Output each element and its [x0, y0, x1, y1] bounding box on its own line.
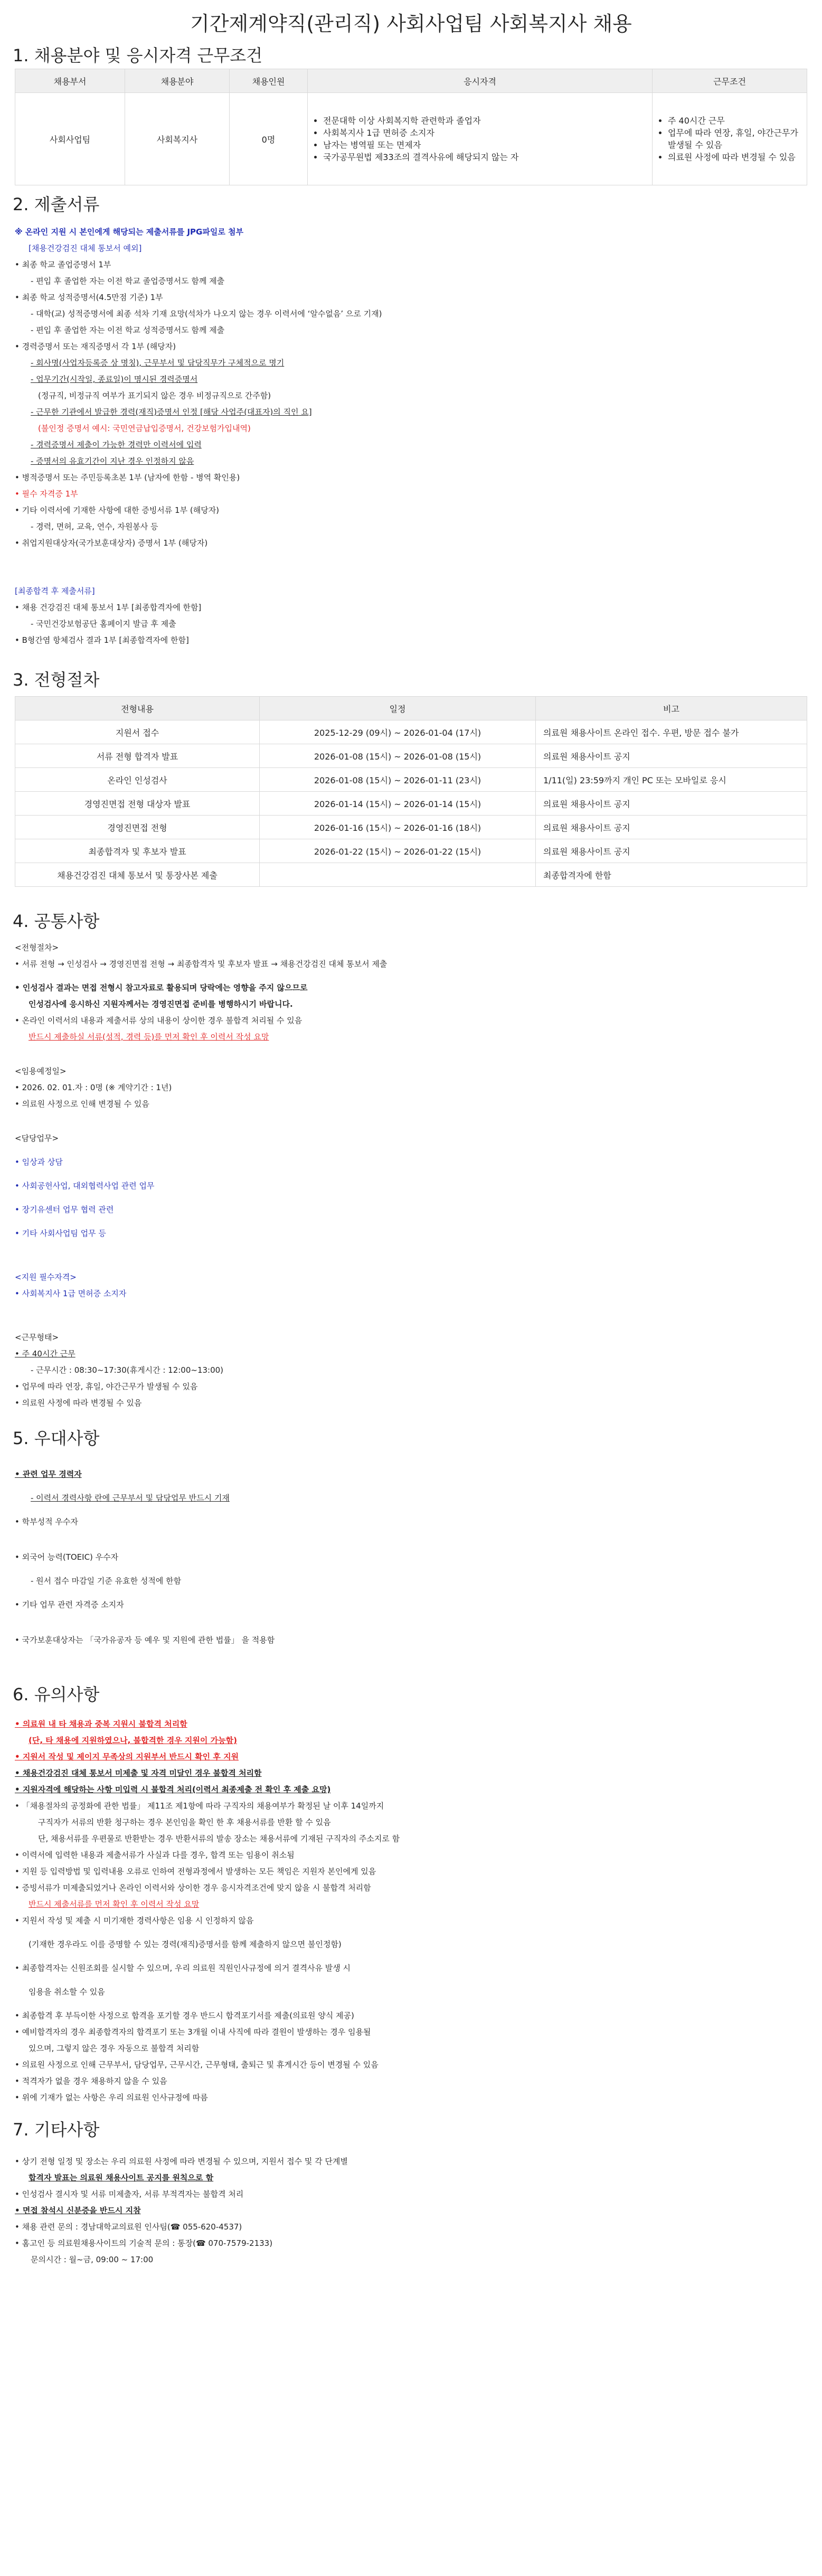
list-item: • 국가보훈대상자는 「국가유공자 등 예우 및 지원에 관한 법률」 을 적용함 — [15, 1632, 807, 1648]
doc-item: • 취업지원대상자(국가보훈대상자) 증명서 1부 (해당자) — [15, 535, 807, 551]
list-item: • 사회공헌사업, 대외협력사업 관련 업무 — [15, 1178, 807, 1194]
doc-subitem: - 증명서의 유효기간이 지난 경우 인정하지 않음 — [31, 456, 194, 466]
doc-subitem: - 업무기간(시작일, 종료일)이 명시된 경력증명서 — [31, 374, 198, 384]
notice-line: ※ 온라인 지원 시 본인에게 해당되는 제출서류를 JPG파일로 첨부 — [15, 227, 244, 237]
cond-item: • 의료원 사정에 따라 변경될 수 있음 — [668, 151, 806, 163]
date-cell: 2026-01-08 (15시) ~ 2026-01-11 (23시) — [260, 768, 536, 792]
list-item: • 채용건강검진 대체 통보서 미제출 및 자격 미달인 경우 불합격 처리함 — [15, 1765, 807, 1782]
list-item: • 의료원 사정으로 인해 근무부서, 담당업무, 근무시간, 근무형태, 출퇴근 및 휴게시간 등이 변경될 수 있음 — [15, 2057, 807, 2073]
section-positions — [13, 42, 807, 162]
date-cell: 2026-01-22 (15시) ~ 2026-01-22 (15시) — [260, 839, 536, 863]
date-cell: 2026-01-16 (15시) ~ 2026-01-16 (18시) — [260, 816, 536, 839]
step-cell: 온라인 인성검사 — [15, 768, 260, 792]
list-item: • 서류 전형 → 인성검사 → 경영진면접 전형 → 최종합격자 및 후보자 발표 → 채용건강검진 대체 통보서 제출 — [15, 956, 807, 972]
col-header: 채용부서 — [15, 69, 125, 93]
section-etc — [15, 2116, 807, 2268]
doc-item: • B형간염 항체검사 결과 1부 [최종합격자에 한함] — [15, 632, 807, 649]
section-heading: 3. 전형절차 — [13, 670, 100, 690]
list-item: (기재한 경우라도 이를 증명할 수 있는 경력(재직)증명서를 함께 제출하지 않으면 불인정함) — [29, 1940, 342, 1949]
count-cell: 0명 — [230, 93, 308, 185]
table-row — [15, 863, 807, 887]
list-item: • 기타 업무 관련 자격증 소지자 — [15, 1597, 807, 1613]
doc-item: • 필수 자격증 1부 — [15, 486, 807, 502]
note-cell: 의료원 채용사이트 공지 — [536, 839, 807, 863]
list-item: • 기타 사회사업팀 업무 등 — [15, 1225, 807, 1242]
col-header: 비고 — [536, 697, 807, 720]
list-item: • 지원 등 입력방법 및 입력내용 오류로 인하여 전형과정에서 발생하는 모든 책임은 지원자 본인에게 있음 — [15, 1863, 807, 1880]
section-heading: 4. 공통사항 — [13, 911, 100, 931]
list-item: • 의료원 사정으로 인해 변경될 수 있음 — [15, 1096, 807, 1112]
list-item: 구직자가 서류의 반환 청구하는 경우 본인임을 확인 한 후 채용서류를 반환 할 수 있음 — [38, 1818, 331, 1827]
note-cell: 의료원 채용사이트 공지 — [536, 816, 807, 839]
col-header: 채용분야 — [125, 69, 230, 93]
step-cell: 지원서 접수 — [15, 720, 260, 744]
positions-table — [15, 69, 807, 185]
list-item: • 「채용절차의 공정화에 관한 법률」 제11조 제1항에 따라 구직자의 채용여부가 확정된 날 이후 14일까지 — [15, 1798, 807, 1814]
qual-item: • 전문대학 이상 사회복지학 관련학과 졸업자 — [323, 115, 651, 127]
col-header: 전형내용 — [15, 697, 260, 720]
qual-item: • 국가공무원법 제33조의 결격사유에 해당되지 않는 자 — [323, 151, 651, 163]
list-item: • 2026. 02. 01.자 : 0명 (※ 계약기간 : 1년) — [15, 1080, 807, 1096]
date-cell — [260, 863, 536, 887]
section-process — [15, 667, 807, 887]
table-row — [15, 816, 807, 839]
section-heading: 7. 기타사항 — [13, 2120, 100, 2140]
dept-cell: 사회사업팀 — [15, 93, 125, 185]
list-item: • 외국어 능력(TOEIC) 우수자 — [15, 1549, 807, 1566]
table-row — [15, 720, 807, 744]
doc-item: • 최종 학교 성적증명서(4.5만점 기준) 1부 — [15, 289, 807, 306]
date-cell: 2026-01-14 (15시) ~ 2026-01-14 (15시) — [260, 792, 536, 816]
step-cell: 경영진면접 전형 대상자 발표 — [15, 792, 260, 816]
list-item: • 관련 업무 경력자 — [15, 1466, 807, 1483]
section-preference — [15, 1425, 807, 1648]
doc-subitem: - 대학(교) 성적증명서에 최종 석차 기재 요망(석차가 나오지 않는 경우 이력서에 ‘알수없음’ 으로 기재) — [31, 309, 382, 319]
list-item: - 근무시간 : 08:30~17:30(휴게시간 : 12:00~13:00) — [31, 1365, 224, 1375]
doc-subitem: - 근무한 기관에서 발급한 경력(재직)증명서 인정 [해당 사업주(대표자)의 직인 요] — [31, 407, 312, 417]
list-item: • 상기 전형 일정 및 장소는 우리 의료원 사정에 따라 변경될 수 있으며, 지원서 접수 및 각 단계별 — [15, 2153, 807, 2170]
doc-subitem: - 경력, 면허, 교육, 연수, 자원봉사 등 — [31, 522, 158, 531]
list-item: • 증빙서류가 미제출되었거나 온라인 이력서와 상이한 경우 응시자격조건에 맞지 않을 시 불합격 처리함 — [15, 1880, 807, 1896]
col-header: 응시자격 — [308, 69, 653, 93]
table-row — [15, 839, 807, 863]
process-table — [15, 696, 807, 887]
step-cell: 경영진면접 전형 — [15, 816, 260, 839]
list-item: 임용을 취소할 수 있음 — [29, 1987, 105, 1997]
cond-item: • 업무에 따라 연장, 휴일, 야간근무가 발생될 수 있음 — [668, 127, 806, 151]
list-item: 반드시 제출하실 서류(성적, 경력 등)를 먼저 확인 후 이력서 작성 요망 — [29, 1032, 269, 1042]
list-item: 단, 채용서류를 우편물로 반환받는 경우 반환서류의 발송 장소는 채용서류에 기재된 구직자의 주소지로 함 — [38, 1834, 400, 1843]
date-cell: 2025-12-29 (09시) ~ 2026-01-04 (17시) — [260, 720, 536, 744]
doc-item: • 병적증명서 또는 주민등록초본 1부 (남자에 한함 - 병역 확인용) — [15, 470, 807, 486]
section-common — [15, 908, 807, 1411]
list-item: 있으며, 그렇지 않은 경우 자동으로 불합격 처리함 — [29, 2044, 200, 2053]
quals-cell — [308, 93, 653, 185]
list-item: - 이력서 경력사항 란에 근무부서 및 담당업무 반드시 기재 — [31, 1493, 230, 1503]
note-cell: 최종합격자에 한함 — [536, 863, 807, 887]
list-item: - 원서 접수 마감일 기준 유효한 성적에 한함 — [31, 1576, 182, 1586]
list-item: • 면접 참석시 신분증을 반드시 지참 — [15, 2203, 807, 2219]
qual-item: • 사회복지사 1급 면허증 소지자 — [323, 127, 651, 139]
subsection-heading: <지원 필수자격> — [15, 1272, 77, 1282]
date-cell: 2026-01-08 (15시) ~ 2026-01-08 (15시) — [260, 744, 536, 768]
table-row — [15, 744, 807, 768]
cond-item: • 주 40시간 근무 — [668, 115, 806, 127]
table-row — [15, 792, 807, 816]
doc-subitem: - 회사명(사업자등록증 상 명칭), 근무부서 및 담당직무가 구체적으로 명기 — [31, 358, 285, 368]
list-item: • 최종합격 후 부득이한 사정으로 합격을 포기할 경우 반드시 합격포기서를 제출(의료원 양식 제공) — [15, 2008, 807, 2024]
list-item: • 최종합격자는 신원조회를 실시할 수 있으며, 우리 의료원 직원인사규정에 의거 결격사유 발생 시 — [15, 1960, 807, 1977]
page-title: 기간제계약직(관리직) 사회사업팀 사회복지사 채용 — [190, 12, 632, 35]
section-heading: 5. 우대사항 — [13, 1428, 100, 1448]
list-item: • 장기유센터 업무 협력 관련 — [15, 1202, 807, 1218]
doc-item: • 기타 이력서에 기재한 사항에 대한 증빙서류 1부 (해당자) — [15, 502, 807, 519]
section-heading: 2. 제출서류 — [13, 194, 100, 214]
list-item: • 임상과 상담 — [15, 1154, 807, 1170]
doc-item: • 채용 건강검진 대체 통보서 1부 [최종합격자에 한함] — [15, 599, 807, 616]
contact-item: 문의시간 : 월~금, 09:00 ~ 17:00 — [31, 2255, 154, 2264]
note-cell: 1/11(일) 23:59까지 개인 PC 또는 모바일로 응시 — [536, 768, 807, 792]
list-item: • 사회복지사 1급 면허증 소지자 — [15, 1286, 807, 1302]
list-item: • 업무에 따라 연장, 휴일, 야간근무가 발생될 수 있음 — [15, 1379, 807, 1395]
doc-subitem: (정규직, 비정규직 여부가 표기되지 않은 경우 비정규직으로 간주함) — [38, 391, 271, 400]
list-item: • 의료원 내 타 채용과 중복 지원시 불합격 처리함 — [15, 1716, 807, 1732]
doc-subitem: - 편입 후 졸업한 자는 이전 학교 성적증명서도 함께 제출 — [31, 325, 225, 335]
final-docs-heading: [최종합격 후 제출서류] — [15, 586, 95, 596]
doc-subitem: - 경력증명서 제출이 가능한 경력만 이력서에 입력 — [31, 440, 202, 449]
col-header: 채용인원 — [230, 69, 308, 93]
list-item: • 지원서 작성 및 제이지 무족상의 지원부서 반드시 확인 후 지원 — [15, 1749, 807, 1765]
subsection-heading: <임용예정일> — [15, 1066, 67, 1076]
list-item: • 위에 기재가 없는 사항은 우리 의료원 인사규정에 따름 — [15, 2090, 807, 2106]
list-item: • 예비합격자의 경우 최종합격자의 합격포기 또는 3개월 이내 사직에 따라 결원이 발생하는 경우 임용될 — [15, 2024, 807, 2040]
subsection-heading: <담당업무> — [15, 1134, 59, 1143]
note-cell: 의료원 채용사이트 공지 — [536, 792, 807, 816]
doc-item: • 최종 학교 졸업증명서 1부 — [15, 257, 807, 273]
contact-item: • 홈고인 등 의료원채용사이트의 기술적 문의 : 통장(☎ 070-7579-2133) — [15, 2235, 807, 2252]
list-item: 반드시 제출서류를 먼저 확인 후 이력서 작성 요망 — [29, 1899, 200, 1909]
list-item: 인성검사에 응시하신 지원자께서는 경영진면접 준비를 병행하시기 바랍니다. — [29, 999, 293, 1009]
step-cell: 최종합격자 및 후보자 발표 — [15, 839, 260, 863]
notice-line: [채용건강검진 대체 통보서 예외] — [29, 243, 142, 253]
list-item: • 주 40시간 근무 — [15, 1346, 807, 1362]
col-header: 일정 — [260, 697, 536, 720]
doc-subitem: - 편입 후 졸업한 자는 이전 학교 졸업증명서도 함께 제출 — [31, 276, 225, 286]
section-caution — [15, 1681, 807, 2106]
doc-item: • 경력증명서 또는 재직증명서 각 1부 (해당자) — [15, 339, 807, 355]
field-cell: 사회복지사 — [125, 93, 230, 185]
list-item: • 이력서에 입력한 내용과 제출서류가 사실과 다를 경우, 합격 또는 임용이 취소됨 — [15, 1847, 807, 1863]
list-item: (단, 타 채용에 지원하였으나, 불합격한 경우 지원이 가능함) — [29, 1736, 237, 1745]
subsection-heading: <전형절차> — [15, 943, 59, 952]
conds-cell — [653, 93, 807, 185]
list-item: • 인성검사 결과는 면접 전형시 참고자료로 활용되며 당락에는 영향을 주지 않으므로 — [15, 980, 807, 996]
table-row — [15, 768, 807, 792]
list-item: • 지원서 작성 및 제출 시 미기재한 경력사항은 임용 시 인정하지 않음 — [15, 1913, 807, 1929]
section-documents — [15, 191, 807, 649]
contact-item: • 채용 관련 문의 : 경남대학교의료원 인사팀(☎ 055-620-4537) — [15, 2219, 807, 2235]
list-item: • 인성검사 결시자 및 서류 미제출자, 서류 부적격자는 불합격 처리 — [15, 2186, 807, 2203]
doc-subitem: (불인정 증명서 예시: 국민연금납입증명서, 건강보험가입내역) — [38, 424, 251, 433]
doc-subitem: - 국민건강보험공단 홈페이지 발급 후 제출 — [31, 619, 176, 629]
list-item: 합격자 발표는 의료원 채용사이트 공지를 원칙으로 함 — [29, 2173, 214, 2182]
step-cell: 서류 전형 합격자 발표 — [15, 744, 260, 768]
note-cell: 의료원 채용사이트 공지 — [536, 744, 807, 768]
note-cell: 의료원 채용사이트 온라인 접수. 우편, 방문 접수 불가 — [536, 720, 807, 744]
list-item: • 의료원 사정에 따라 변경될 수 있음 — [15, 1395, 807, 1411]
col-header: 근무조건 — [653, 69, 807, 93]
step-cell: 채용건강검진 대체 통보서 및 통장사본 제출 — [15, 863, 260, 887]
qual-item: • 남자는 병역필 또는 면제자 — [323, 139, 651, 151]
section-heading: 6. 유의사항 — [13, 1684, 100, 1704]
list-item: • 학부성적 우수자 — [15, 1514, 807, 1530]
section-heading: 1. 채용분야 및 응시자격 근무조건 — [13, 45, 263, 65]
list-item: • 지원자격에 해당하는 사항 미입력 시 불합격 처리(이력서 최종제출 전 확인 후 제출 요망) — [15, 1782, 807, 1798]
list-item: • 온라인 이력서의 내용과 제출서류 상의 내용이 상이한 경우 불합격 처리될 수 있음 — [15, 1013, 807, 1029]
list-item: • 적격자가 없을 경우 채용하지 않을 수 있음 — [15, 2073, 807, 2090]
subsection-heading: <근무형태> — [15, 1333, 59, 1342]
